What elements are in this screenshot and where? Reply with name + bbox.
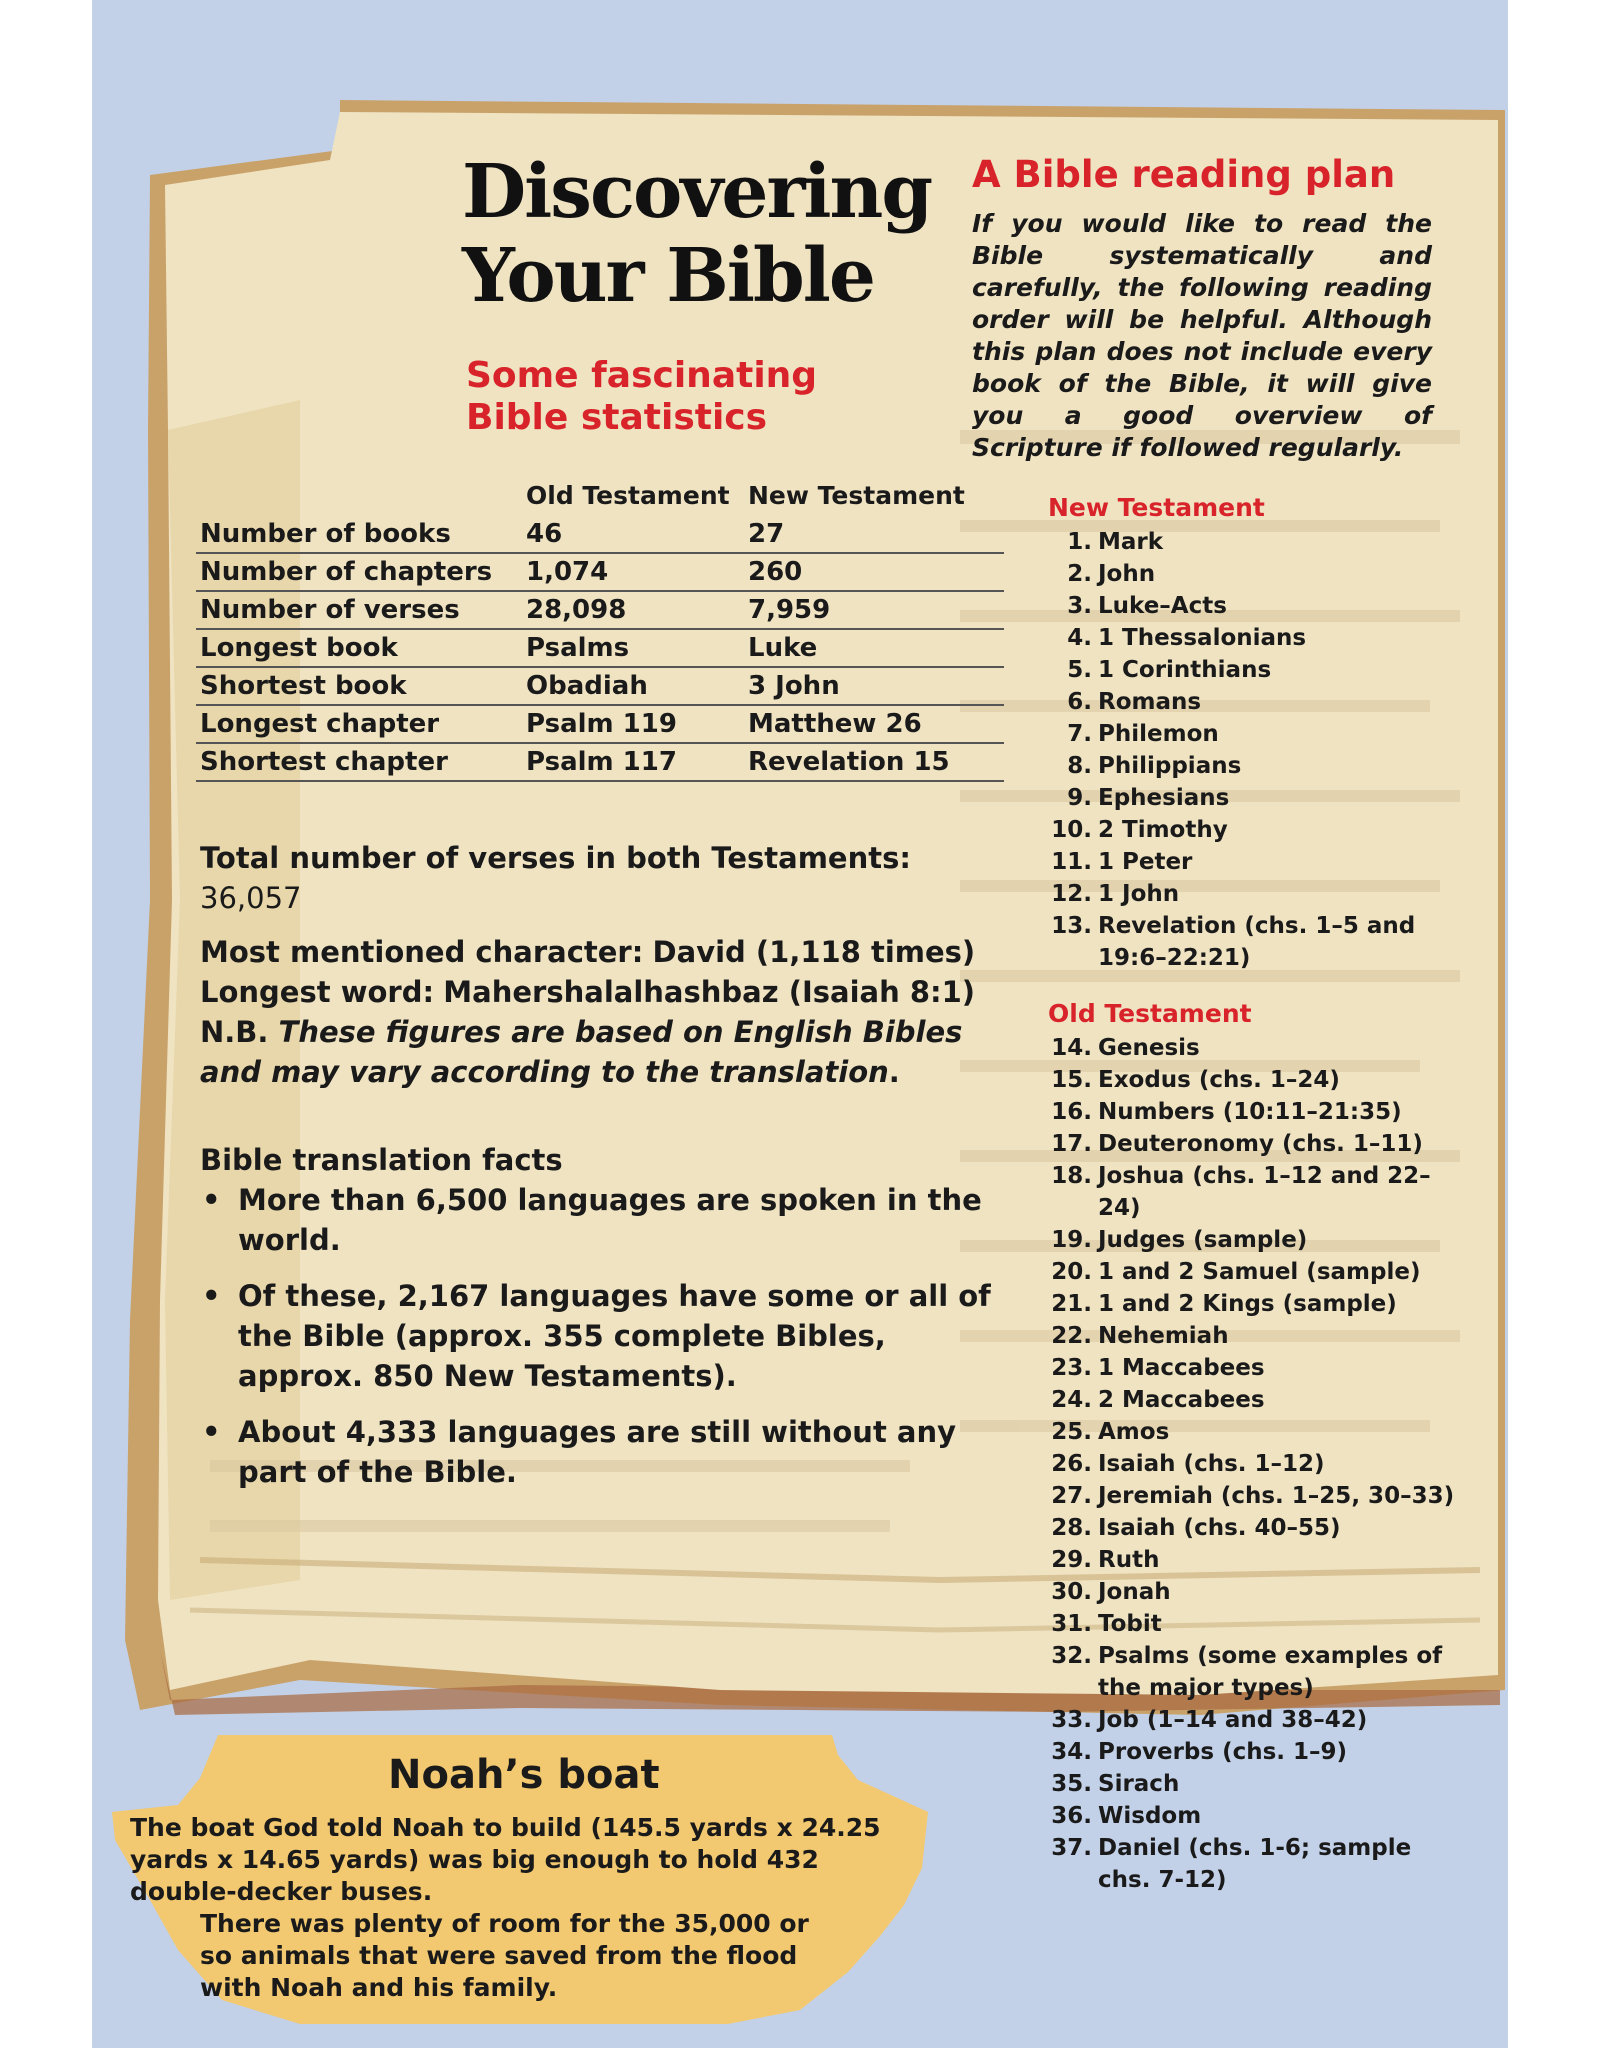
old-testament-value: Psalm 117 [522,743,748,781]
list-item-text: Joshua (chs. 1–12 and 22–24) [1098,1163,1431,1221]
page-title [462,149,932,319]
word-value: Mahershalalhashbaz (Isaiah 8:1) [443,975,976,1009]
translation-heading: Bible translation facts [200,1143,563,1177]
list-item-number: 31. [1051,1611,1092,1637]
reading-plan-intro: If you would like to read the Bible systematically and carefully, the following reading order will be helpful. Although this plan does not include every book of the Bible, it will give you a good overview of Scripture if followed regularly. [972,209,1432,462]
list-item-text: Job (1–14 and 38–42) [1098,1707,1368,1733]
list-item: • Of these, 2,167 languages have some or all of the Bible (approx. 355 complete Bibles, approx. 850 New Testaments). [200,1276,1020,1396]
list-item-text: Jonah [1098,1579,1171,1605]
list-item-text: John [1098,561,1156,587]
list-item-text: Genesis [1098,1035,1200,1061]
list-item-text: 2 Maccabees [1098,1387,1265,1413]
list-item [1048,622,1468,654]
list-item [1048,1256,1468,1288]
new-testament-value: 7,959 [748,591,1004,629]
list-item-text: 2 Timothy [1098,817,1228,843]
list-item-number: 29. [1051,1547,1092,1573]
list-item-number: 28. [1051,1515,1092,1541]
list-item [1048,782,1468,814]
list-item-number: 34. [1051,1739,1092,1765]
list-item [1048,1512,1468,1544]
list-item-text: Proverbs (chs. 1–9) [1098,1739,1348,1765]
translation-list [200,1180,1020,1492]
list-item-number: 35. [1051,1771,1092,1797]
list-item-text: 1 John [1098,881,1180,907]
list-item-number: 9. [1067,785,1092,811]
list-item-number: 32. [1051,1643,1092,1669]
list-item-number: 16. [1051,1099,1092,1125]
list-item-number: 12. [1051,881,1092,907]
row-label: Number of chapters [196,553,522,591]
list-item-text: Isaiah (chs. 1–12) [1098,1451,1325,1477]
list-item [1048,1064,1468,1096]
list-item-text: 1 Thessalonians [1098,625,1307,651]
list-item [1048,1288,1468,1320]
list-item [1048,1384,1468,1416]
old-testament-value: Psalm 119 [522,705,748,743]
list-item-number: 2. [1067,561,1092,587]
list-item-number: 1. [1067,529,1092,555]
list-item-number: 23. [1051,1355,1092,1381]
character-fact [200,932,1020,972]
list-item-text: Romans [1098,689,1202,715]
total-verses-fact [200,838,1020,918]
row-label: Number of books [196,516,522,553]
title-line-2: Your Bible [462,233,874,319]
list-item [1048,1128,1468,1160]
list-item-text: Nehemiah [1098,1323,1229,1349]
table-row [196,553,1004,591]
list-item-text: Amos [1098,1419,1170,1445]
character-value: David (1,118 times) [652,935,976,969]
list-item-number: 26. [1051,1451,1092,1477]
list-item [1048,654,1468,686]
nb-note [200,1012,1020,1092]
row-label: Longest book [196,629,522,667]
translation-facts [200,1140,1020,1508]
list-item-text: 1 and 2 Samuel (sample) [1098,1259,1421,1285]
old-testament-value: 1,074 [522,553,748,591]
table-header-row [196,478,1004,516]
noah-paragraph-1 [130,1812,930,1908]
list-item [1048,1544,1468,1576]
list-item-number: 20. [1051,1259,1092,1285]
list-item-text: Daniel (chs. 1-6; sample chs. 7-12) [1098,1835,1412,1893]
new-testament-value: Matthew 26 [748,705,1004,743]
list-item [1048,526,1468,558]
list-item-number: 18. [1051,1163,1092,1189]
list-item [1048,1800,1468,1832]
list-item-number: 8. [1067,753,1092,779]
list-item [1048,1768,1468,1800]
list-item-number: 3. [1067,593,1092,619]
new-testament-value: 260 [748,553,1004,591]
list-item-number: 17. [1051,1131,1092,1157]
list-item-number: 27. [1051,1483,1092,1509]
list-item-text: Numbers (10:11–21:35) [1098,1099,1402,1125]
list-item [1048,1448,1468,1480]
row-label: Shortest chapter [196,743,522,781]
list-item-text: Jeremiah (chs. 1–25, 30–33) [1098,1483,1455,1509]
list-item-text: Deuteronomy (chs. 1–11) [1098,1131,1423,1157]
list-item [1048,1320,1468,1352]
table-row [196,591,1004,629]
nb-end: . [888,1055,900,1089]
list-item: • More than 6,500 languages are spoken in the world. [200,1180,1020,1260]
list-item-number: 14. [1051,1035,1092,1061]
list-item-text: Luke–Acts [1098,593,1227,619]
list-item-number: 36. [1051,1803,1092,1829]
list-item-text: Ephesians [1098,785,1230,811]
table-header-old-testament: Old Testament [526,480,730,510]
old-testament-value: 46 [522,516,748,553]
noah-lead-rest: (145.5 yards x 24.25 yards x 14.65 yards) was big enough to hold 432 double-decker buses. [130,1813,881,1906]
list-item: • About 4,333 languages are still without any part of the Bible. [200,1412,1020,1492]
list-item [1048,1736,1468,1768]
list-item-text: Tobit [1098,1611,1162,1637]
list-item-number: 37. [1051,1835,1092,1861]
stats-heading-line-2: Bible statistics [466,397,768,438]
list-item [1048,1576,1468,1608]
list-item-text: Exodus (chs. 1–24) [1098,1067,1340,1093]
list-item-text: Sirach [1098,1771,1180,1797]
list-item-number: 22. [1051,1323,1092,1349]
stats-heading-line-1: Some fascinating [466,355,818,396]
list-item [1048,1160,1468,1224]
list-item [1048,878,1468,910]
word-label: Longest word: [200,975,435,1009]
character-label: Most mentioned character: [200,935,644,969]
list-item [1048,910,1468,974]
list-item-number: 6. [1067,689,1092,715]
list-item-number: 13. [1051,913,1092,939]
table-header-blank [196,478,522,516]
list-item [1048,1704,1468,1736]
list-item-text: 1 Peter [1098,849,1193,875]
list-item [1048,1608,1468,1640]
list-item-text: Ruth [1098,1547,1160,1573]
list-item-number: 15. [1051,1067,1092,1093]
total-verses-label: Total number of verses in both Testaments: [200,841,911,875]
table-row [196,516,1004,553]
list-item-number: 33. [1051,1707,1092,1733]
list-item [1048,558,1468,590]
new-testament-value: 3 John [748,667,1004,705]
list-item-text: 1 Maccabees [1098,1355,1265,1381]
row-label: Number of verses [196,591,522,629]
list-item [1048,1096,1468,1128]
list-item [1048,750,1468,782]
list-item-number: 7. [1067,721,1092,747]
table-row [196,705,1004,743]
list-item-text: Psalms (some examples of the major types) [1098,1643,1443,1701]
nb-text: These figures are based on English Bibles and may vary according to the translation [200,1015,963,1089]
list-item-number: 30. [1051,1579,1092,1605]
list-item-text: 1 Corinthians [1098,657,1272,683]
reading-plan-heading: A Bible reading plan [972,153,1396,196]
old-testament-value: 28,098 [522,591,748,629]
list-item-number: 19. [1051,1227,1092,1253]
list-item [1048,1416,1468,1448]
list-item-text: Philemon [1098,721,1219,747]
list-item-number: 21. [1051,1291,1092,1317]
list-item [1048,1832,1468,1896]
old-testament-value: Psalms [522,629,748,667]
noah-lead-bold: The boat God told Noah to build [130,1813,582,1842]
list-item-number: 5. [1067,657,1092,683]
list-item-number: 25. [1051,1419,1092,1445]
list-item [1048,590,1468,622]
reading-plan-list [1048,492,1468,1896]
list-item-number: 10. [1051,817,1092,843]
old-testament-list [1048,1032,1468,1896]
nb-label: N.B. [200,1015,269,1049]
row-label: Longest chapter [196,705,522,743]
table-row [196,629,1004,667]
list-item [1048,1224,1468,1256]
list-item [1048,1480,1468,1512]
list-item-text: Revelation (chs. 1–5 and 19:6–22:21) [1098,913,1416,971]
list-item-text: 1 and 2 Kings (sample) [1098,1291,1397,1317]
new-testament-value: 27 [748,516,1004,553]
stats-heading [466,355,906,439]
list-item-text: Mark [1098,529,1164,555]
table-row [196,667,1004,705]
new-testament-value: Revelation 15 [748,743,1004,781]
list-item-number: 11. [1051,849,1092,875]
list-item-text: Isaiah (chs. 40–55) [1098,1515,1341,1541]
row-label: Shortest book [196,667,522,705]
new-testament-list [1048,526,1468,974]
list-item-text: Philippians [1098,753,1242,779]
list-item-number: 24. [1051,1387,1092,1413]
title-line-1: Discovering [462,149,932,235]
list-item [1048,686,1468,718]
list-item [1048,1032,1468,1064]
list-item-text: Judges (sample) [1098,1227,1308,1253]
total-verses-value: 36,057 [200,881,302,915]
new-testament-value: Luke [748,629,1004,667]
word-fact [200,972,1020,1012]
list-item-number: 4. [1067,625,1092,651]
new-testament-label: New Testament [1048,493,1265,522]
old-testament-value: Obadiah [522,667,748,705]
list-item [1048,1352,1468,1384]
list-item [1048,1640,1468,1704]
list-item [1048,814,1468,846]
list-item-text: Wisdom [1098,1803,1202,1829]
old-testament-label: Old Testament [1048,999,1252,1028]
table-row [196,743,1004,781]
noah-box-title: Noah’s boat [388,1752,660,1798]
statistics-table [196,478,1004,782]
table-header-new-testament: New Testament [748,480,965,510]
bible-facts [200,838,1020,1092]
noah-box-text [130,1812,930,2004]
list-item [1048,846,1468,878]
list-item [1048,718,1468,750]
noah-paragraph-2: There was plenty of room for the 35,000 or so animals that were saved from the flood with Noah and his family. [200,1909,809,2002]
